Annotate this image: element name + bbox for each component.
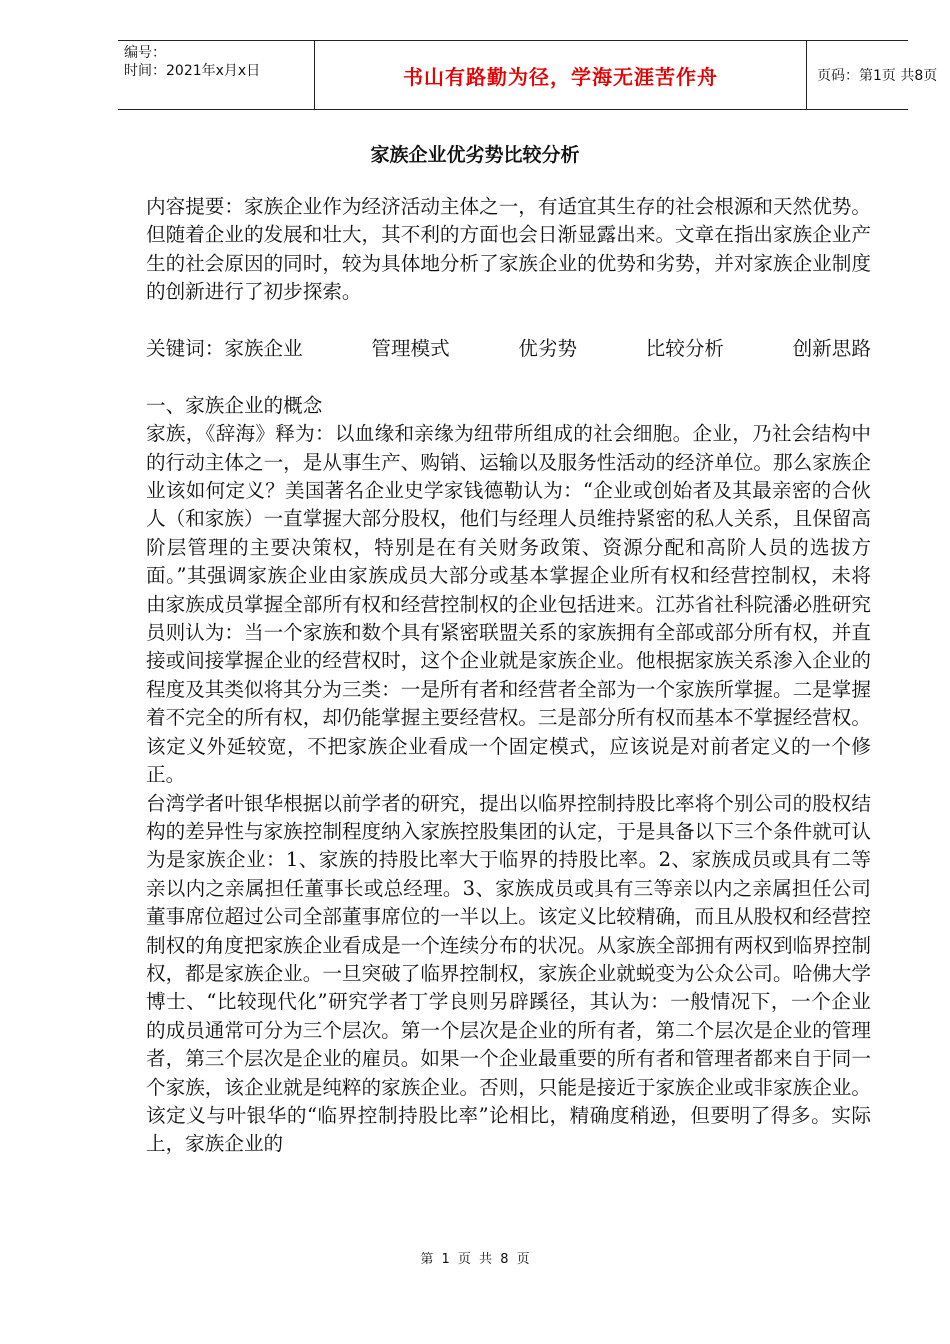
document-header: [118, 40, 938, 110]
header-motto: 书山有路勤为径，学海无涯苦作舟: [315, 41, 807, 109]
time-label: 时间：2021年x月x日: [124, 63, 261, 79]
keywords-line: [146, 335, 871, 363]
body-paragraph: 家族，《辞海》释为：以血缘和亲缘为纽带所组成的社会细胞。企业，乃社会结构中的行动主体之一，是从事生产、购销、运输以及服务性活动的经济单位。那么家族企业该如何定义？美国著名企业史学家钱德勒认为：“企业或创始者及其最亲密的合伙人（和家族）一直掌握大部分股权，他们与经理人员维持紧密的私人关系，且保留高阶层管理的主要决策权，特别是在有关财务政策、资源分配和高阶人员的选拔方面。”其强调家族企业由家族成员大部分或基本掌握企业所有权和经营控制权，未将由家族成员掌握全部所有权和经营控制权的企业包括进来。江苏省社科院潘必胜研究员则认为：当一个家族和数个具有紧密联盟关系的家族拥有全部或部分所有权，并直接或间接掌握企业的经营权时，这个企业就是家族企业。他根据家族关系渗入企业的程度及其类似将其分为三类：一是所有者和经营者全部为一个家族所掌握。二是掌握着不完全的所有权，却仍能掌握主要经营权。三是部分所有权而基本不掌握经营权。该定义外延较宽，不把家族企业看成一个固定模式，应该说是对前者定义的一个修正。: [146, 422, 871, 787]
page-footer: 第 1 页 共 8 页: [420, 1252, 530, 1267]
document-body: [146, 193, 871, 1159]
header-page-info: 页码：第1页 共8页: [817, 68, 938, 84]
header-meta-cell: [118, 41, 315, 109]
section-heading: 一、家族企业的概念: [146, 393, 323, 417]
keyword: 优劣势: [518, 337, 578, 361]
keyword-label: 关键词：家族企业: [146, 337, 303, 361]
keyword: 创新思路: [792, 337, 871, 361]
keyword: 管理模式: [371, 337, 450, 361]
keyword: 比较分析: [645, 337, 725, 361]
document-title: 家族企业优劣势比较分析: [370, 144, 580, 166]
body-paragraph: 台湾学者叶银华根据以前学者的研究，提出以临界控制持股比率将个别公司的股权结构的差异性与家族控制程度纳入家族控股集团的认定，于是具备以下三个条件就可认为是家族企业：1、家族的持股比率大于临界的持股比率。2、家族成员或具有二等亲以内之亲属担任董事长或总经理。3、家族成员或具有三等亲以内之亲属担任公司董事席位超过公司全部董事席位的一半以上。该定义比较精确，而且从股权和经营控制权的角度把家族企业看成是一个连续分布的状况。从家族全部拥有两权到临界控制权，都是家族企业。一旦突破了临界控制权，家族企业就蜕变为公众公司。哈佛大学博士、“比较现代化”研究学者丁学良则另辟蹊径，其认为：一般情况下，一个企业的成员通常可分为三个层次。第一个层次是企业的所有者，第二个层次是企业的管理者，第三个层次是企业的雇员。如果一个企业最重要的所有者和管理者都来自于同一个家族，该企业就是纯粹的家族企业。否则，只能是接近于家族企业或非家族企业。该定义与叶银华的“临界控制持股比率”论相比，精确度稍逊，但要明了得多。实际上，家族企业的: [146, 791, 871, 1156]
abstract-paragraph: 内容提要：家族企业作为经济活动主体之一，有适宜其生存的社会根源和天然优势。但随着企业的发展和壮大，其不利的方面也会日渐显露出来。文章在指出家族企业产生的社会原因的同时，较为具体地分析了家族企业的优势和劣势，并对家族企业制度的创新进行了初步探索。: [146, 195, 871, 304]
number-label: 编号：: [124, 45, 166, 61]
